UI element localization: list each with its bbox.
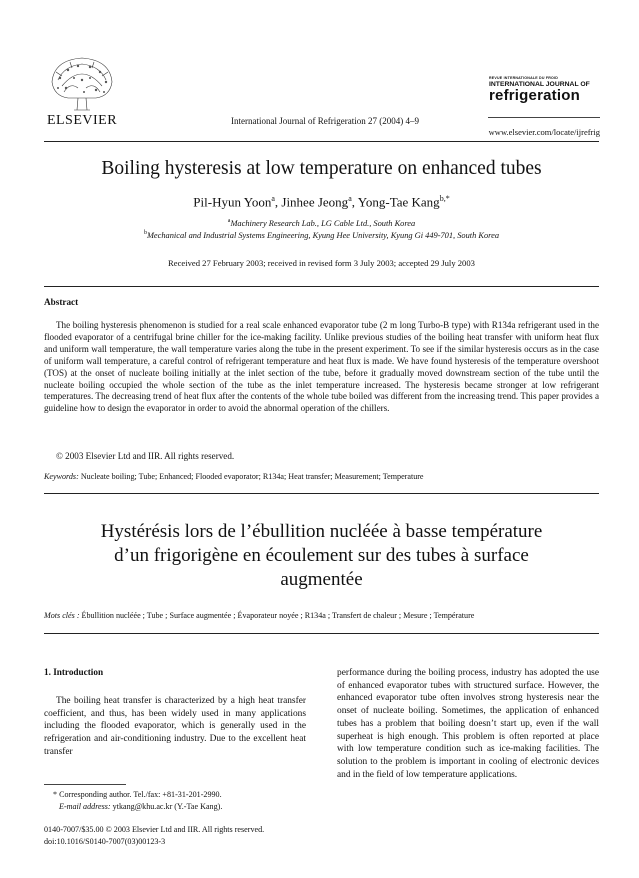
bottom-info [44,824,264,847]
author-list: Pil-Hyun Yoon$^a$, Jinhee Jeong$^a$, Yong-Tae Kang$^{b,*}$ [193,194,450,210]
logo-divider [488,117,600,118]
footnote-corresponding: * Corresponding author. Tel./fax: +81-31-201-2990. [53,790,222,799]
affiliation-text: Mechanical and Industrial Systems Engineering, Kyung Hee University, Kyung Gi 449-701, South Korea [146,230,500,240]
journal-logo-line1: REVUE INTERNATIONALE DU FROID [489,76,559,80]
journal-citation: International Journal of Refrigeration 27 (2004) 4–9 [231,116,419,126]
journal-logo [489,76,599,104]
issn-line: 0140-7007/$35.00 © 2003 Elsevier Ltd and IIR. All rights reserved. [44,825,265,834]
footnote-email-line [44,801,306,813]
article-title: Boiling hysteresis at low temperature on enhanced tubes [101,158,542,179]
abstract-top-rule [44,286,599,287]
doi-line: doi:10.1016/S0140-7007(03)00123-3 [44,836,166,846]
abstract-copyright: © 2003 Elsevier Ltd and IIR. All rights reserved. [56,451,235,461]
french-title-line: d’un frigorigène en écoulement sur des tubes à surface [114,545,529,566]
affiliation-sup: a [227,218,231,224]
affiliation-a [44,218,599,228]
intro-right-column: performance during the boiling process, industry has adopted the use of enhanced evaporator tubes with structured surface. However, the enhanced evaporator tube often involves strong hysteresis near the onset of nucleate boiling. Sometimes, the application of enhanced tubes has a problem that boiling doesn’t start up, even if the wall superheat is high enough. This problem is often reported at place with low temperature condition such as ice-making facilities. The solution to the problem is important in cooling of electronic devices and in the field of low temperature applications. [337,668,599,780]
mots-cles [44,611,599,620]
abstract-text: The boiling hysteresis phenomenon is studied for a real scale enhanced evaporator tube (2 m long Turbo-B type) with R134a refrigerant used in the flooded evaporator of a centrifugal brine chiller for the ice-making facility. Unlike previous studies of the boiling heat transfer with uniform heat flux and uniform wall temperature, the wall temperature varies along the tube in the present experiment. To see if the similar hysteresis occurs as in the case of uniform wall temperature, a careful control of refrigerant temperature and heat flux is made. We have found hysteresis of the temperature overshoot (TOS) at the onset of nucleate boiling initially at the inlet section of the tube, before it gradually moved downstream section of the tube until the nucleate boiling occupied the whole section of the tube as the inlet temperature increased. The hysteresis became stronger at low refrigerant temperatures. The decreasing trend of heat flux after the contents of the whole tube boiled was different from the increasing trend. This paper provides a guideline how to design the evaporator in order to avoid the abnormal operation of the chillers. [44,320,599,414]
keywords-label: Keywords: [44,472,79,481]
body-top-rule [44,633,599,634]
publisher-name: ELSEVIER [46,113,118,128]
french-title [44,520,599,592]
elsevier-tree-logo [44,52,120,114]
author-name: Jinhee Jeong [281,194,349,210]
french-title-line: augmentée [280,569,363,590]
author-name: Yong-Tae Kang [357,194,440,210]
affiliation-text: Machinery Research Lab., LG Cable Ltd., South Korea [230,218,416,228]
mots-cles-text: Ébullition nucléée ; Tube ; Surface augmentée ; Évaporateur noyée ; R134a ; Transfert de chaleur ; Mesure ; Température [81,611,475,620]
footnote-rule [44,784,126,785]
footnote [44,789,306,813]
mots-cles-label: Mots clés : [44,611,80,620]
author-sup: a [348,194,352,203]
affiliation-sup: b [143,230,147,236]
author-sup: b,* [439,194,450,203]
abstract-heading: Abstract [44,297,79,307]
affiliation-b [44,230,599,240]
author-sup: a [271,194,275,203]
author-name: Pil-Hyun Yoon [193,194,272,210]
intro-left-column: The boiling heat transfer is characterized by a high heat transfer coefficient, and thus, has been widely used in many applications including the flooded evaporator, which is generally used in the refrigeration and air-conditioning industry. Due to the excellent heat transfer [44,696,306,757]
keywords-text: Nucleate boiling; Tube; Enhanced; Flooded evaporator; R134a; Heat transfer; Measurement; Temperature [80,472,424,481]
french-top-rule [44,493,599,494]
french-title-line: Hystérésis lors de l’ébullition nucléée à basse température [100,521,543,542]
header-rule [44,141,599,142]
section-heading: 1. Introduction [44,667,104,677]
keywords [44,472,599,481]
journal-url[interactable]: www.elsevier.com/locate/ijrefrig [488,127,600,137]
received-dates: Received 27 February 2003; received in revised form 3 July 2003; accepted 29 July 2003 [168,258,475,268]
footnote-email[interactable]: ytkang@khu.ac.kr (Y.-Tae Kang). [112,802,223,811]
footnote-email-label: E-mail address: [59,802,111,811]
journal-logo-line2: INTERNATIONAL JOURNAL OF [489,81,590,88]
journal-logo-line3: refrigeration [489,87,580,104]
